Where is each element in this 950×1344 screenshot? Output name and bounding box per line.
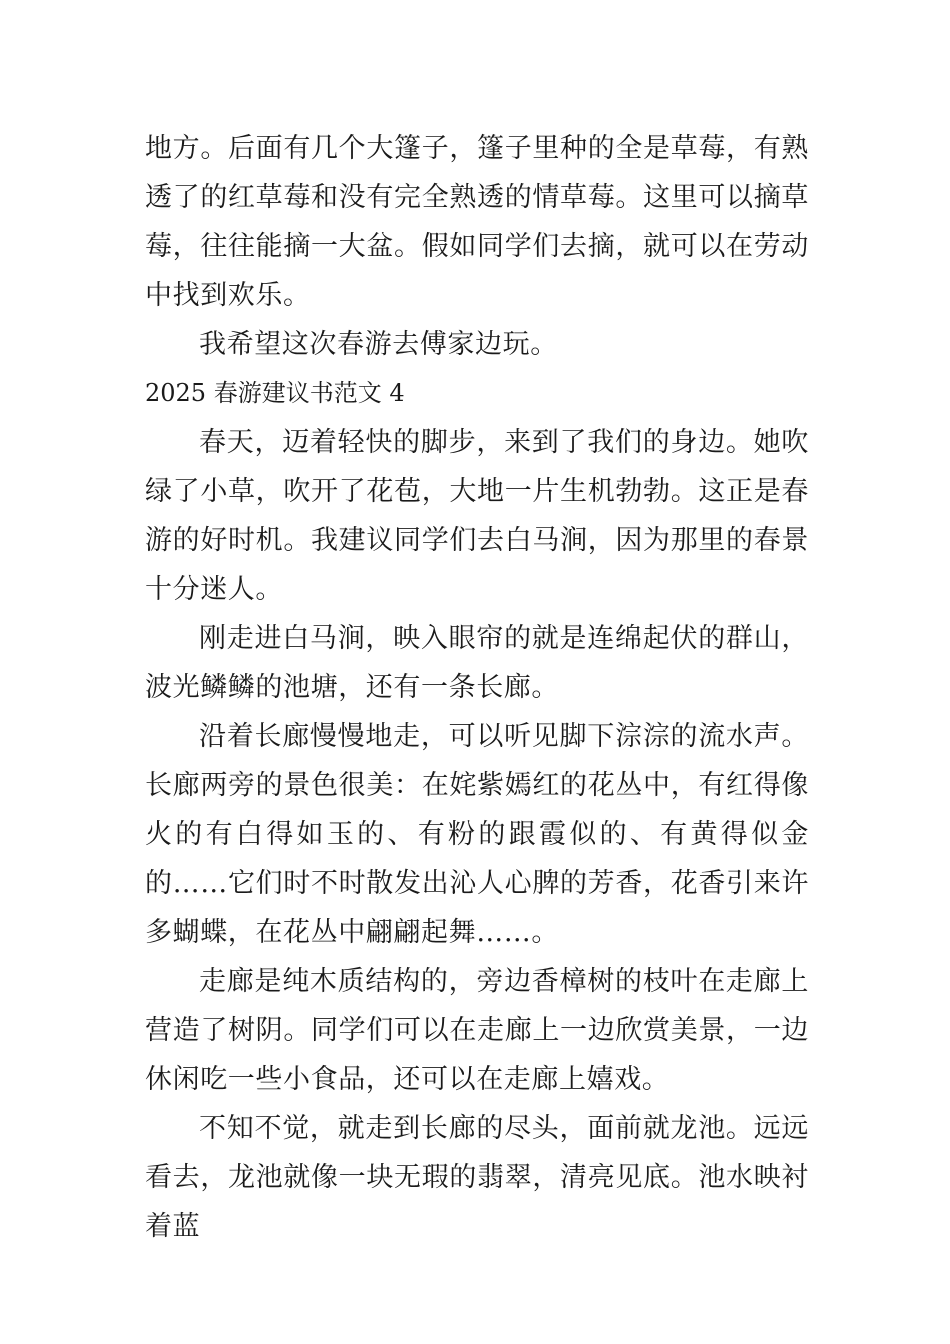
paragraph-corridor-structure: 走廊是纯木质结构的，旁边香樟树的枝叶在走廊上营造了树阴。同学们可以在走廊上一边欣赏美景，一边休闲吃一些小食品，还可以在走廊上嬉戏。: [145, 966, 809, 1095]
document-body: [145, 124, 809, 1251]
paragraph-spring: 春天，迈着轻快的脚步，来到了我们的身边。她吹绿了小草，吹开了花苞，大地一片生机勃勃。这正是春游的好时机。我建议同学们去白马涧，因为那里的春景十分迷人。: [145, 427, 809, 605]
paragraph-hope: 我希望这次春游去傅家边玩。: [199, 329, 558, 360]
paragraph-corridor-walk: 沿着长廊慢慢地走，可以听见脚下淙淙的流水声。长廊两旁的景色很美：在姹紫嫣红的花丛中，有红得像火的有白得如玉的、有粉的跟霞似的、有黄得似金的……它们时不时散发出沁人心脾的芳香，花香引来许多蝴蝶，在花丛中翩翩起舞……。: [145, 721, 809, 948]
paragraph-entrance: 刚走进白马涧，映入眼帘的就是连绵起伏的群山，波光鳞鳞的池塘，还有一条长廊。: [145, 623, 809, 703]
paragraph-strawberry: 地方。后面有几个大篷子，篷子里种的全是草莓，有熟透了的红草莓和没有完全熟透的情草莓。这里可以摘草莓，往往能摘一大盆。假如同学们去摘，就可以在劳动中找到欢乐。: [145, 133, 809, 311]
section-heading: 2025 春游建议书范文 4: [145, 379, 405, 407]
paragraph-dragon-pond: 不知不觉，就走到长廊的尽头，面前就龙池。远远看去，龙池就像一块无瑕的翡翠，清亮见底。池水映衬着蓝: [145, 1113, 809, 1242]
